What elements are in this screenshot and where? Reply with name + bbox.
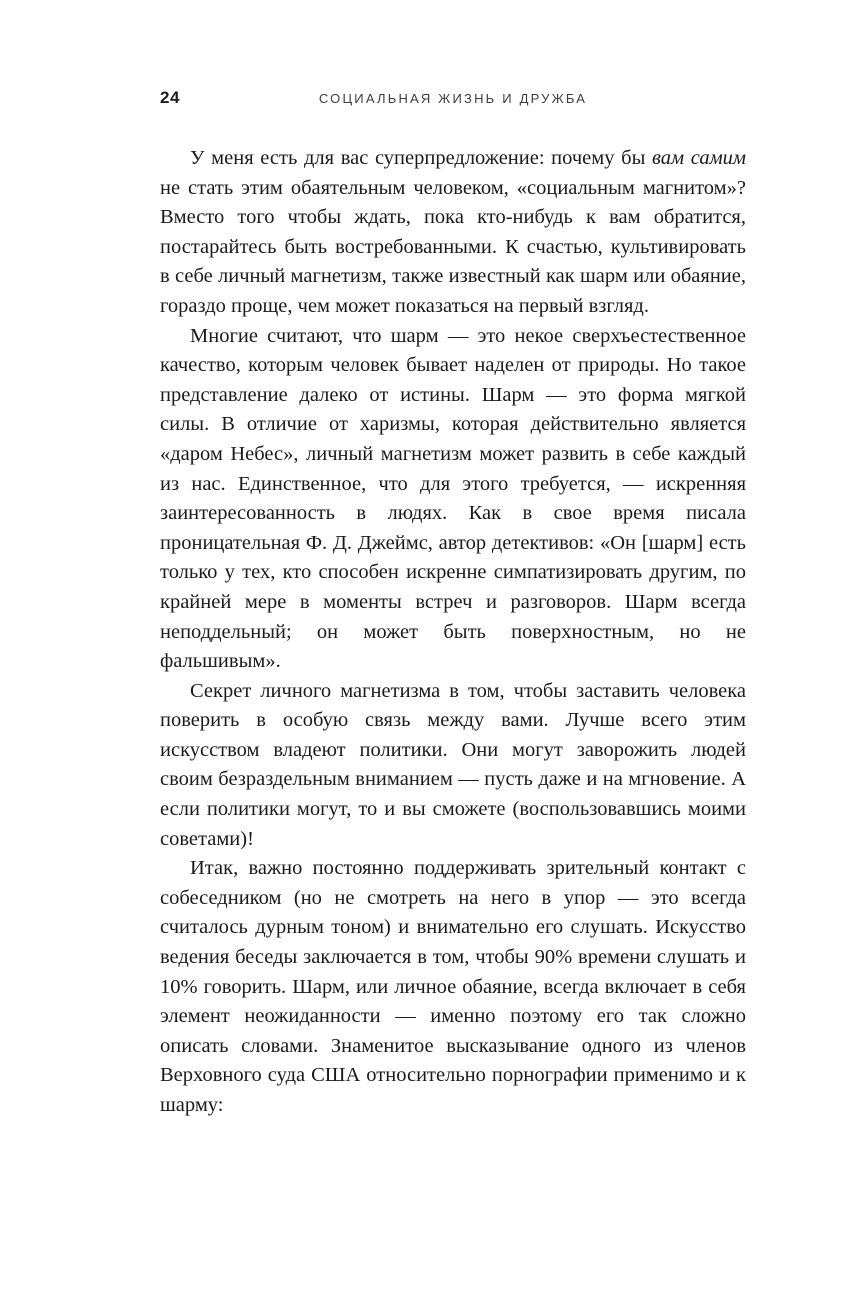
italic-text-run: вам самим (652, 147, 746, 169)
page-number: 24 (160, 88, 180, 107)
text-run: не стать этим обаятельным человеком, «социальным магнитом»? Вместо того чтобы ждать, пока кто-нибудь к вам обратится, постарайтесь быть востребованными. К счастью, культивировать в себе личный магнетизм, также известный как шарм или обаяние, гораздо проще, чем может показаться на первый взгляд. (160, 176, 746, 317)
body-text (160, 144, 746, 1121)
paragraph (160, 322, 746, 677)
page-header (160, 90, 746, 110)
paragraph (160, 854, 746, 1120)
text-run: Секрет личного магнетизма в том, чтобы заставить человека поверить в особую связь между вами. Лучше всего этим искусством владеют политики. Они могут заворожить людей своим безраздельным вниманием — пусть даже и на мгновение. А если политики могут, то и вы сможете (воспользовавшись моими советами)! (160, 679, 746, 850)
text-run: Итак, важно постоянно поддерживать зрительный контакт с собеседником (но не смотреть на него в упор — это всегда считалось дурным тоном) и внимательно его слушать. Искусство ведения беседы заключается в том, чтобы 90% времени слушать и 10% говорить. Шарм, или личное обаяние, всегда включает в себя элемент неожиданности — именно поэтому его так сложно описать словами. Знаменитое высказывание одного из членов Верховного суда США относительно порнографии применимо и к шарму: (160, 857, 746, 1116)
running-head: СОЦИАЛЬНАЯ ЖИЗНЬ И ДРУЖБА (318, 91, 588, 106)
text-run: Многие считают, что шарм — это некое сверхъестественное качество, которым человек бывает наделен от природы. Но такое представление далеко от истины. Шарм — это форма мягкой силы. В отличие от харизмы, которая действительно является «даром Небес», личный магнетизм может развить в себе каждый из нас. Единственное, что для этого требуется, — искренняя заинтересованность в людях. Как в свое время писала проницательная Ф. Д. Джеймс, автор детективов: «Он [шарм] есть только у тех, кто способен искренне симпатизировать другим, по крайней мере в моменты встреч и разговоров. Шарм всегда неподдельный; он может быть поверхностным, но не фальшивым». (160, 324, 746, 673)
paragraph (160, 677, 746, 855)
text-run: У меня есть для вас суперпредложение: почему бы (190, 147, 653, 169)
paragraph (160, 144, 746, 322)
